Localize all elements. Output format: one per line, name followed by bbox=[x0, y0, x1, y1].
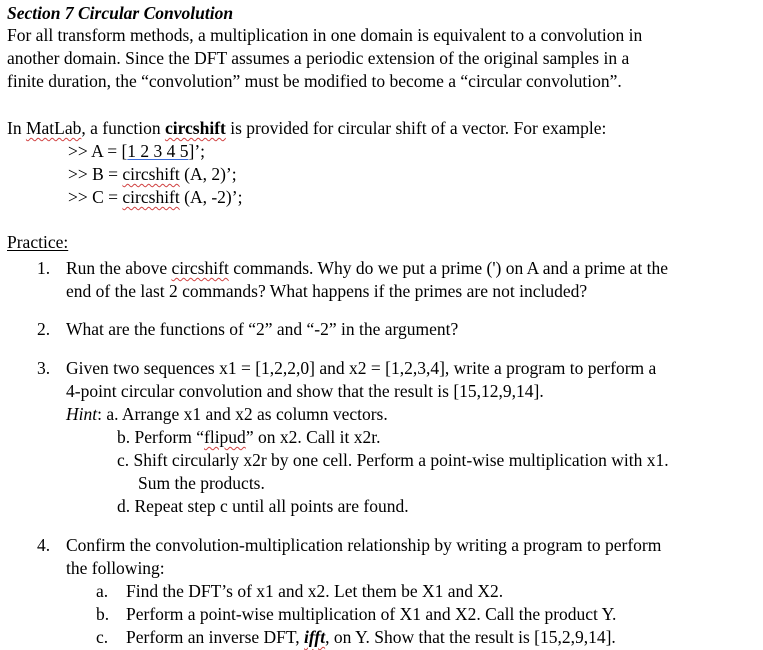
q1-post: commands. Why do we put a prime (') on A and a prime at the bbox=[228, 258, 669, 278]
q1-pre: Run the above bbox=[66, 258, 172, 278]
hint-line-c1: c. Shift circularly x2r by one cell. Perform a point-wise multiplication with x1. bbox=[117, 450, 669, 470]
q4-c-label: c. bbox=[96, 627, 109, 647]
code-line-b bbox=[68, 163, 237, 186]
code-b-post: (A, 2)’; bbox=[179, 164, 237, 184]
q1-line-2: end of the last 2 commands? What happens if the primes are not included? bbox=[66, 281, 588, 301]
q1-number: 1. bbox=[37, 258, 51, 278]
q1-func: circshift bbox=[171, 258, 229, 278]
q2-text: What are the functions of “2” and “-2” in the argument? bbox=[66, 319, 459, 339]
code-c-func: circshift bbox=[122, 187, 180, 207]
q2-number: 2. bbox=[37, 319, 51, 339]
hint-line-b bbox=[117, 426, 380, 449]
matlab-word: MatLab bbox=[25, 118, 82, 138]
hint-a: : a. Arrange x1 and x2 as column vectors. bbox=[97, 404, 388, 424]
hint-line-d: d. Repeat step c until all points are found. bbox=[117, 496, 409, 516]
q4-a-label: a. bbox=[96, 581, 109, 601]
q4-c-text bbox=[126, 626, 616, 649]
hint-label: Hint bbox=[66, 404, 98, 424]
matlab-lead-post: is provided for circular shift of a vector. For example: bbox=[225, 118, 607, 138]
circshift-term: circshift bbox=[164, 118, 226, 138]
q3-line-1: Given two sequences x1 = [1,2,2,0] and x2 = [1,2,3,4], write a program to perform a bbox=[66, 358, 657, 378]
hint-line-c2: Sum the products. bbox=[138, 473, 265, 493]
intro-line-1: For all transform methods, a multiplication in one domain is equivalent to a convolution in bbox=[7, 25, 643, 45]
practice-heading: Practice: bbox=[7, 232, 69, 252]
hint-b-post: ” on x2. Call it x2r. bbox=[245, 427, 381, 447]
q4-number: 4. bbox=[37, 535, 51, 555]
q4-b-label: b. bbox=[96, 604, 110, 624]
code-c-post: (A, -2)’; bbox=[179, 187, 243, 207]
code-c-pre: >> C = bbox=[68, 187, 123, 207]
q4-line-2: the following: bbox=[66, 558, 165, 578]
hint-line-a bbox=[66, 403, 388, 426]
q4-line-1: Confirm the convolution-multiplication relationship by writing a program to perform bbox=[66, 535, 662, 555]
matlab-lead-pre: In bbox=[7, 118, 26, 138]
q4-a-text: Find the DFT’s of x1 and x2. Let them be X1 and X2. bbox=[126, 581, 504, 601]
code-line-a bbox=[68, 140, 205, 163]
q3-line-2: 4-point circular convolution and show that the result is [15,12,9,14]. bbox=[66, 381, 544, 401]
hint-b-func: flipud bbox=[204, 427, 246, 447]
matlab-lead-mid: , a function bbox=[81, 118, 165, 138]
hint-b-pre: b. Perform “ bbox=[117, 427, 204, 447]
section-title: Section 7 Circular Convolution bbox=[7, 3, 234, 23]
intro-line-3: finite duration, the “convolution” must be modified to become a “circular convolution”. bbox=[7, 71, 622, 91]
intro-line-2: another domain. Since the DFT assumes a periodic extension of the original samples in a bbox=[7, 48, 630, 68]
ifft-term: ifft bbox=[304, 627, 326, 647]
matlab-lead bbox=[7, 117, 606, 140]
q4-b-text: Perform a point-wise multiplication of X1 and X2. Call the product Y. bbox=[126, 604, 617, 624]
code-b-pre: >> B = bbox=[68, 164, 123, 184]
code-a-pre: >> A = [ bbox=[68, 141, 128, 161]
q4-c-post: , on Y. Show that the result is [15,2,9,14]. bbox=[325, 627, 616, 647]
code-a-post: ]’; bbox=[188, 141, 206, 161]
code-b-func: circshift bbox=[122, 164, 180, 184]
code-line-c bbox=[68, 186, 242, 209]
q3-number: 3. bbox=[37, 358, 51, 378]
q1-line-1 bbox=[66, 257, 758, 280]
code-a-vector: 1 2 3 4 5 bbox=[127, 141, 189, 161]
q4-c-pre: Perform an inverse DFT, bbox=[126, 627, 305, 647]
